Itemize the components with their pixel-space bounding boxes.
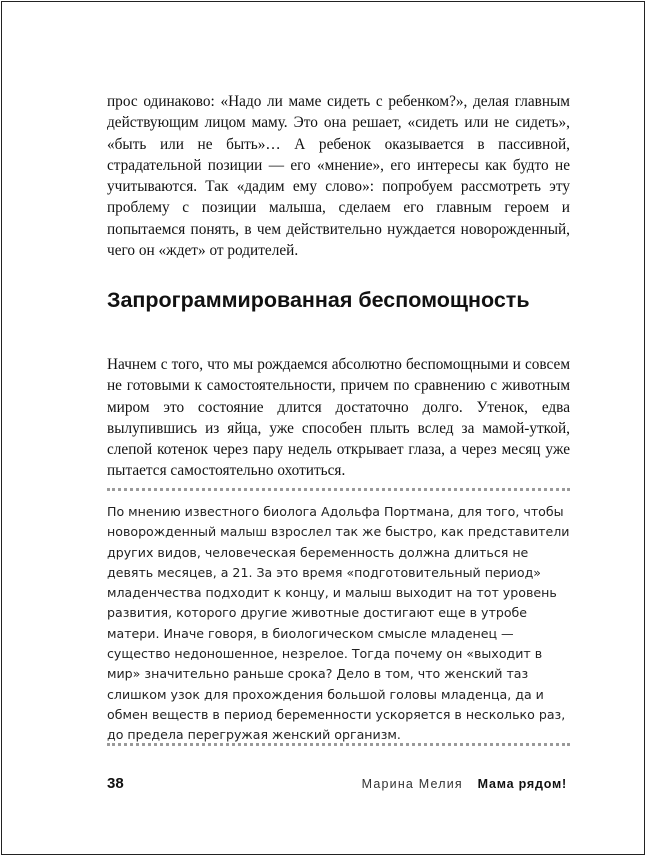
page-number: 38	[107, 775, 124, 792]
footer-book-title: Мама рядом!	[477, 777, 567, 791]
footer-author: Марина Мелия	[361, 777, 463, 791]
section-paragraph: Начнем с того, что мы рождаемся абсолютно беспомощными и совсем не готовыми к самостоятельности, причем по сравнению с животным миром это состояние длится достаточно долго. Утенок, едва вылупившись из яйца, уже способен плыть вслед за мамой-уткой, слепой котенок через пару недель открывает глаза, а через месяц уже пытается самостоятельно охотиться.	[107, 356, 570, 480]
dotted-divider-top	[107, 488, 570, 491]
book-page	[1, 1, 645, 855]
sidebar-note: По мнению известного биолога Адольфа Портмана, для того, чтобы новорожденный малыш взрослел так же быстро, как представители других видов, человеческая беременность должна длиться не девять месяцев, а 21. За это время «подготовительный период» младенчества подходит к концу, и малыш выходит на тот уровень развития, которого другие животные достигают еще в утробе матери. Иначе говоря, в биологическом смысле младенец — существо недоношенное, незрелое. Тогда почему он «выходит в мир» значительно раньше срока? Дело в том, что женский таз слишком узок для прохождения большой головы младенца, да и обмен веществ в период беременности ускоряется в несколько раз, до предела перегружая женский организм.	[107, 504, 570, 743]
dotted-divider-bottom	[107, 743, 570, 746]
running-footer	[362, 777, 567, 791]
intro-paragraph: прос одинаково: «Надо ли маме сидеть с ребенком?», делая главным действующим лицом маму. Это она решает, «сидеть или не сидеть», «быть или не быть»… А ребенок оказывается в пассивной, страдательной позиции — его «мнение», его интересы как будто не учитываются. Так «дадим ему слово»: попробуем рассмотреть эту проблему с позиции малыша, сделаем его главным героем и попытаемся понять, в чем действительно нуждается новорожденный, чего он «ждет» от родителей.	[107, 93, 570, 260]
section-heading: Запрограммированная беспомощность	[107, 288, 530, 312]
